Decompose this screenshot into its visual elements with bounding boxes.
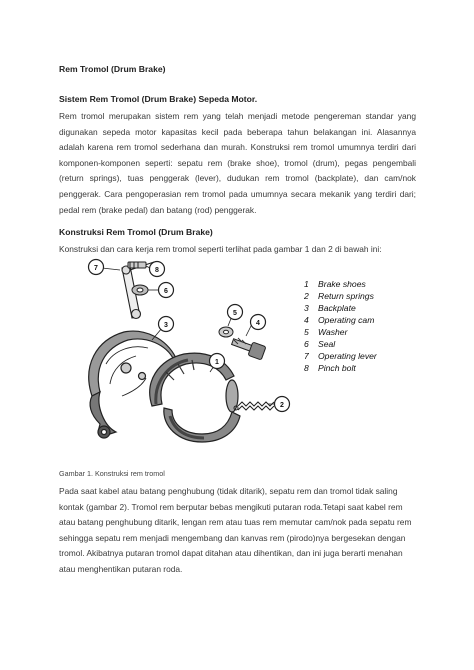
svg-text:Pinch bolt: Pinch bolt — [318, 363, 356, 373]
svg-text:6: 6 — [164, 288, 168, 295]
svg-text:2: 2 — [280, 402, 284, 409]
callout-4 — [246, 315, 266, 337]
callout-6 — [148, 283, 174, 298]
svg-text:3: 3 — [164, 322, 168, 329]
svg-text:Washer: Washer — [318, 327, 348, 337]
drum-brake-figure — [82, 256, 394, 456]
legend-item — [304, 279, 366, 289]
svg-text:7: 7 — [94, 265, 98, 272]
paragraph-operation: Pada saat kabel atau batang penghubung (tidak ditarik), sepatu rem dan tromol tidak saling kontak (gambar 2). Tromol rem berputar bebas mengikuti putaran roda.Tetapi saat kabel rem atau batang penghubung ditarik, lengan rem atau tuas rem memutar cam/nok pada sepatu rem sehingga sepatu rem menjadi mengembang dan kanvas rem (pirodo)nya bergesekan dengan tromol. Akibatnya putaran tromol dapat ditahan atau dihentikan, dan ini juga berarti menahan atau menghentikan putaran roda. — [59, 486, 412, 574]
callout-5 — [228, 305, 243, 327]
document-title: Rem Tromol (Drum Brake) — [59, 64, 166, 74]
pinch-bolt-drawing — [128, 262, 146, 268]
svg-text:2: 2 — [304, 291, 309, 301]
legend-item — [304, 363, 356, 373]
svg-text:8: 8 — [304, 363, 309, 373]
legend-item — [304, 315, 374, 325]
svg-text:Operating cam: Operating cam — [318, 315, 375, 325]
legend-item — [304, 303, 356, 313]
washer-drawing — [219, 327, 233, 337]
figure-legend — [303, 279, 378, 373]
figure-caption: Gambar 1. Konstruksi rem tromol — [59, 469, 165, 479]
section-heading-construction: Konstruksi Rem Tromol (Drum Brake) — [59, 227, 213, 237]
svg-text:Backplate: Backplate — [318, 303, 356, 313]
svg-text:1: 1 — [215, 359, 219, 366]
seal-drawing — [132, 285, 148, 295]
legend-item — [304, 327, 349, 337]
paragraph-system: Rem tromol merupakan sistem rem yang telah menjadi metode pengereman standar yang digunakan sepeda motor kapasitas kecil pada beberapa tahun belakangan ini. Alasannya adalah karena rem tromol sederhana dan murah. Konstruksi rem tromol umumnya terdiri dari komponen-komponen seperti: sepatu rem (brake shoe), tromol (drum), pegas pengembali (return springs), tuas penggerak (lever), dudukan rem tromol (backplate), dan cam/nok penggerak. Cara pengoperasian rem tromol pada umumnya secara mekanik yang terdiri dari; pedal rem (brake pedal) dan batang (rod) penggerak. — [59, 111, 416, 215]
svg-text:Seal: Seal — [318, 339, 336, 349]
svg-text:4: 4 — [256, 320, 260, 327]
callout-3 — [152, 317, 174, 341]
svg-text:6: 6 — [304, 339, 309, 349]
svg-text:1: 1 — [304, 279, 309, 289]
callout-7 — [89, 260, 121, 275]
operating-cam-drawing — [232, 338, 266, 360]
svg-text:7: 7 — [304, 351, 309, 361]
svg-text:Brake shoes: Brake shoes — [318, 279, 366, 289]
svg-text:4: 4 — [304, 315, 309, 325]
svg-text:Return springs: Return springs — [318, 291, 374, 301]
svg-text:8: 8 — [155, 267, 159, 274]
svg-text:5: 5 — [233, 310, 237, 317]
svg-text:3: 3 — [304, 303, 309, 313]
section-heading-system: Sistem Rem Tromol (Drum Brake) Sepeda Motor. — [59, 94, 258, 104]
svg-text:5: 5 — [304, 327, 309, 337]
drum-brake-diagram — [82, 256, 394, 456]
legend-item — [304, 339, 336, 349]
paragraph-intro: Konstruksi dan cara kerja rem tromol seperti terlihat pada gambar 1 dan 2 di bawah ini: — [59, 244, 382, 254]
legend-item — [304, 351, 378, 361]
legend-item — [303, 291, 375, 301]
brake-shoes-drawing — [150, 353, 240, 442]
svg-text:Operating lever: Operating lever — [318, 351, 377, 361]
